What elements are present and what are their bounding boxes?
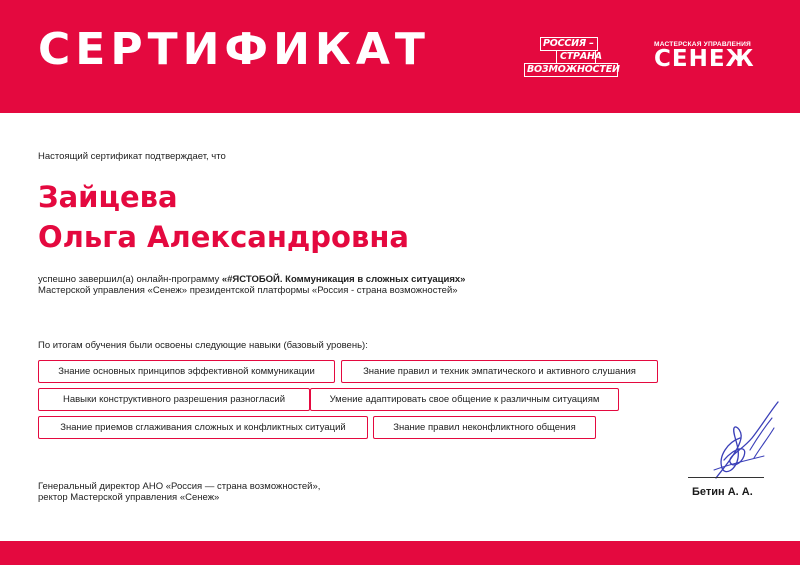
russia-land-of-opportunity-logo: [524, 37, 618, 79]
footer-band: [0, 541, 800, 565]
logo-russia-line2: СТРАНА: [560, 51, 602, 62]
completion-prefix: успешно завершил(а) онлайн-программу: [38, 274, 222, 285]
senezh-logo-caption: МАСТЕРСКАЯ УПРАВЛЕНИЯ: [654, 41, 751, 48]
skill-item: Знание приемов сглаживания сложных и конфликтных ситуаций: [38, 416, 368, 439]
skill-item: Умение адаптировать свое общение к различным ситуациям: [310, 388, 619, 411]
skill-item: Знание правил и техник эмпатического и активного слушания: [341, 360, 658, 383]
director-title: Генеральный директор АНО «Россия — страна возможностей»,: [38, 481, 321, 492]
program-name: «#ЯСТОБОЙ. Коммуникация в сложных ситуациях»: [221, 274, 466, 285]
certificate-title: СЕРТИФИКАТ: [38, 24, 430, 75]
skill-item: Навыки конструктивного разрешения разногласий: [38, 388, 310, 411]
header-band: [0, 0, 800, 113]
platform-statement: Мастерской управления «Сенеж» президентской платформы «Россия - страна возможностей»: [38, 285, 458, 296]
senezh-logo-wordmark: СЕНЕЖ: [654, 46, 755, 72]
rector-title: ректор Мастерской управления «Сенеж»: [38, 492, 220, 503]
logo-russia-line1: РОССИЯ –: [543, 38, 594, 49]
recipient-surname: Зайцева: [38, 180, 178, 214]
completion-statement: [38, 274, 465, 285]
recipient-given-names: Ольга Александровна: [38, 220, 409, 254]
senezh-logo: [654, 41, 766, 73]
logo-russia-line3: ВОЗМОЖНОСТЕЙ: [527, 64, 620, 75]
signature-line: [688, 477, 764, 478]
confirm-text: Настоящий сертификат подтверждает, что: [38, 151, 226, 162]
skill-item: Знание правил неконфликтного общения: [373, 416, 596, 439]
skills-intro: По итогам обучения были освоены следующие навыки (базовый уровень):: [38, 340, 368, 351]
handwritten-signature-icon: [694, 398, 784, 480]
skill-item: Знание основных принципов эффективной коммуникации: [38, 360, 335, 383]
signer-name: Бетин А. А.: [692, 486, 753, 498]
